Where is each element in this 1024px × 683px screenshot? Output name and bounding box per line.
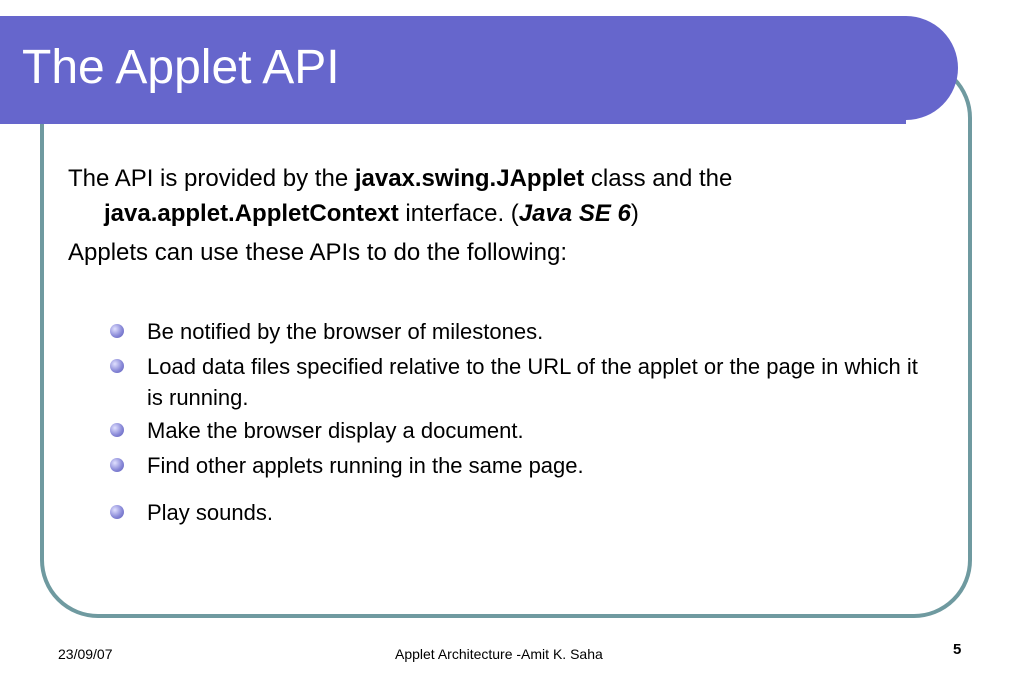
intro-text: interface. ( — [398, 200, 519, 227]
lead-text: Applets can use these APIs to do the following: — [68, 239, 567, 266]
java-version: Java SE 6 — [518, 200, 631, 227]
title-rule — [0, 120, 906, 124]
interface-name: java.applet.AppletContext — [104, 200, 399, 227]
footer-title: Applet Architecture -Amit K. Saha — [395, 646, 603, 662]
slide-title: The Applet API — [22, 41, 340, 94]
bullet-text: Find other applets running in the same page. — [147, 453, 584, 478]
footer-date: 23/09/07 — [58, 646, 113, 662]
bullet-text: Be notified by the browser of milestones. — [147, 319, 544, 344]
bullet-list — [104, 314, 924, 530]
sphere-bullet-icon — [110, 458, 124, 472]
sphere-bullet-icon — [110, 359, 124, 373]
list-item — [104, 413, 924, 448]
intro-text: class and the — [584, 165, 733, 192]
list-item — [104, 314, 924, 349]
list-item — [104, 448, 924, 483]
class-name: javax.swing.JApplet — [354, 165, 585, 192]
page-number: 5 — [953, 641, 962, 658]
intro-line-1 — [68, 162, 732, 195]
sphere-bullet-icon — [110, 505, 124, 519]
sphere-bullet-icon — [110, 423, 124, 437]
list-item — [104, 349, 924, 413]
bullet-text: Make the browser display a document. — [147, 418, 524, 443]
intro-line-2 — [104, 197, 639, 230]
list-item — [104, 495, 924, 530]
intro-text: ) — [630, 200, 639, 227]
intro-text: The API is provided by the — [68, 165, 355, 192]
bullet-text: Load data files specified relative to the URL of the applet or the page in which it is running. — [147, 354, 918, 410]
bullet-text: Play sounds. — [147, 500, 273, 525]
sphere-bullet-icon — [110, 324, 124, 338]
